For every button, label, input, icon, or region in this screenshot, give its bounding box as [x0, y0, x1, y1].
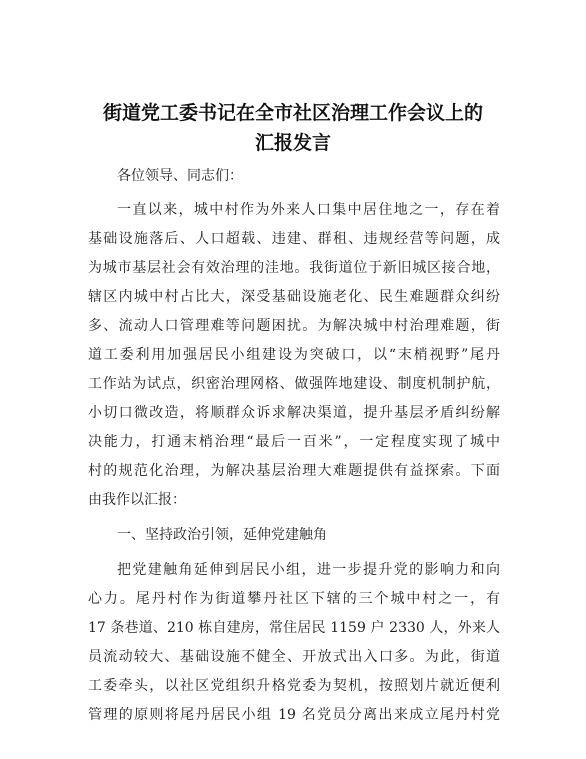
salutation: 各位领导、同志们：: [117, 168, 243, 184]
paragraph-line: 17 条巷道、210 栋自建房，常住居民 1159 户 2330 人，外来人: [88, 620, 500, 636]
paragraph-line: 把党建触角延伸到居民小组，进一步提升党的影响力和向: [117, 562, 500, 578]
paragraph-line: 由我作以汇报：: [88, 492, 186, 508]
paragraph-line: 一直以来，城中村作为外来人口集中居住地之一，存在着: [117, 202, 500, 218]
paragraph-line: 工委牵头，以社区党组织升格党委为契机，按照划片就近便利: [88, 678, 500, 694]
paragraph-line: 多、流动人口管理难等问题困扰。为解决城中村治理难题，街: [88, 318, 500, 334]
document-title-line-1: 街道党工委书记在全市社区治理工作会议上的: [102, 102, 483, 124]
paragraph-line: 辖区内城中村占比大，深受基础设施老化、民生难题群众纠纷: [88, 289, 500, 305]
paragraph-line: 决能力，打通末梢治理“最后一百米”，一定程度实现了城中: [88, 434, 500, 450]
paragraph-line: 道工委利用加强居民小组建设为突破口，以“末梢视野”尾丹: [88, 347, 500, 363]
section-heading: 一、坚持政治引领，延伸党建触角: [117, 527, 327, 543]
paragraph-line: 员流动较大、基础设施不健全、开放式出入口多。为此，街道: [88, 649, 500, 665]
paragraph-line: 为城市基层社会有效治理的洼地。我街道位于新旧城区接合地，: [88, 260, 500, 276]
document-title-line-2: 汇报发言: [254, 132, 331, 154]
paragraph-line: 小切口微改造，将顺群众诉求解决渠道，提升基层矛盾纠纷解: [88, 405, 500, 421]
paragraph-line: 村的规范化治理，为解决基层治理大难题提供有益探索。下面: [88, 463, 500, 479]
paragraph-line: 心力。尾丹村作为街道攀丹社区下辖的三个城中村之一，有: [88, 591, 500, 607]
paragraph-line: 工作站为试点，织密治理网格、做强阵地建设、制度机制护航，: [88, 376, 500, 392]
paragraph-line: 管理的原则将尾丹居民小组 19 名党员分离出来成立尾丹村党: [88, 707, 500, 723]
paragraph-line: 基础设施落后、人口超载、违建、群租、违规经营等问题，成: [88, 231, 500, 247]
